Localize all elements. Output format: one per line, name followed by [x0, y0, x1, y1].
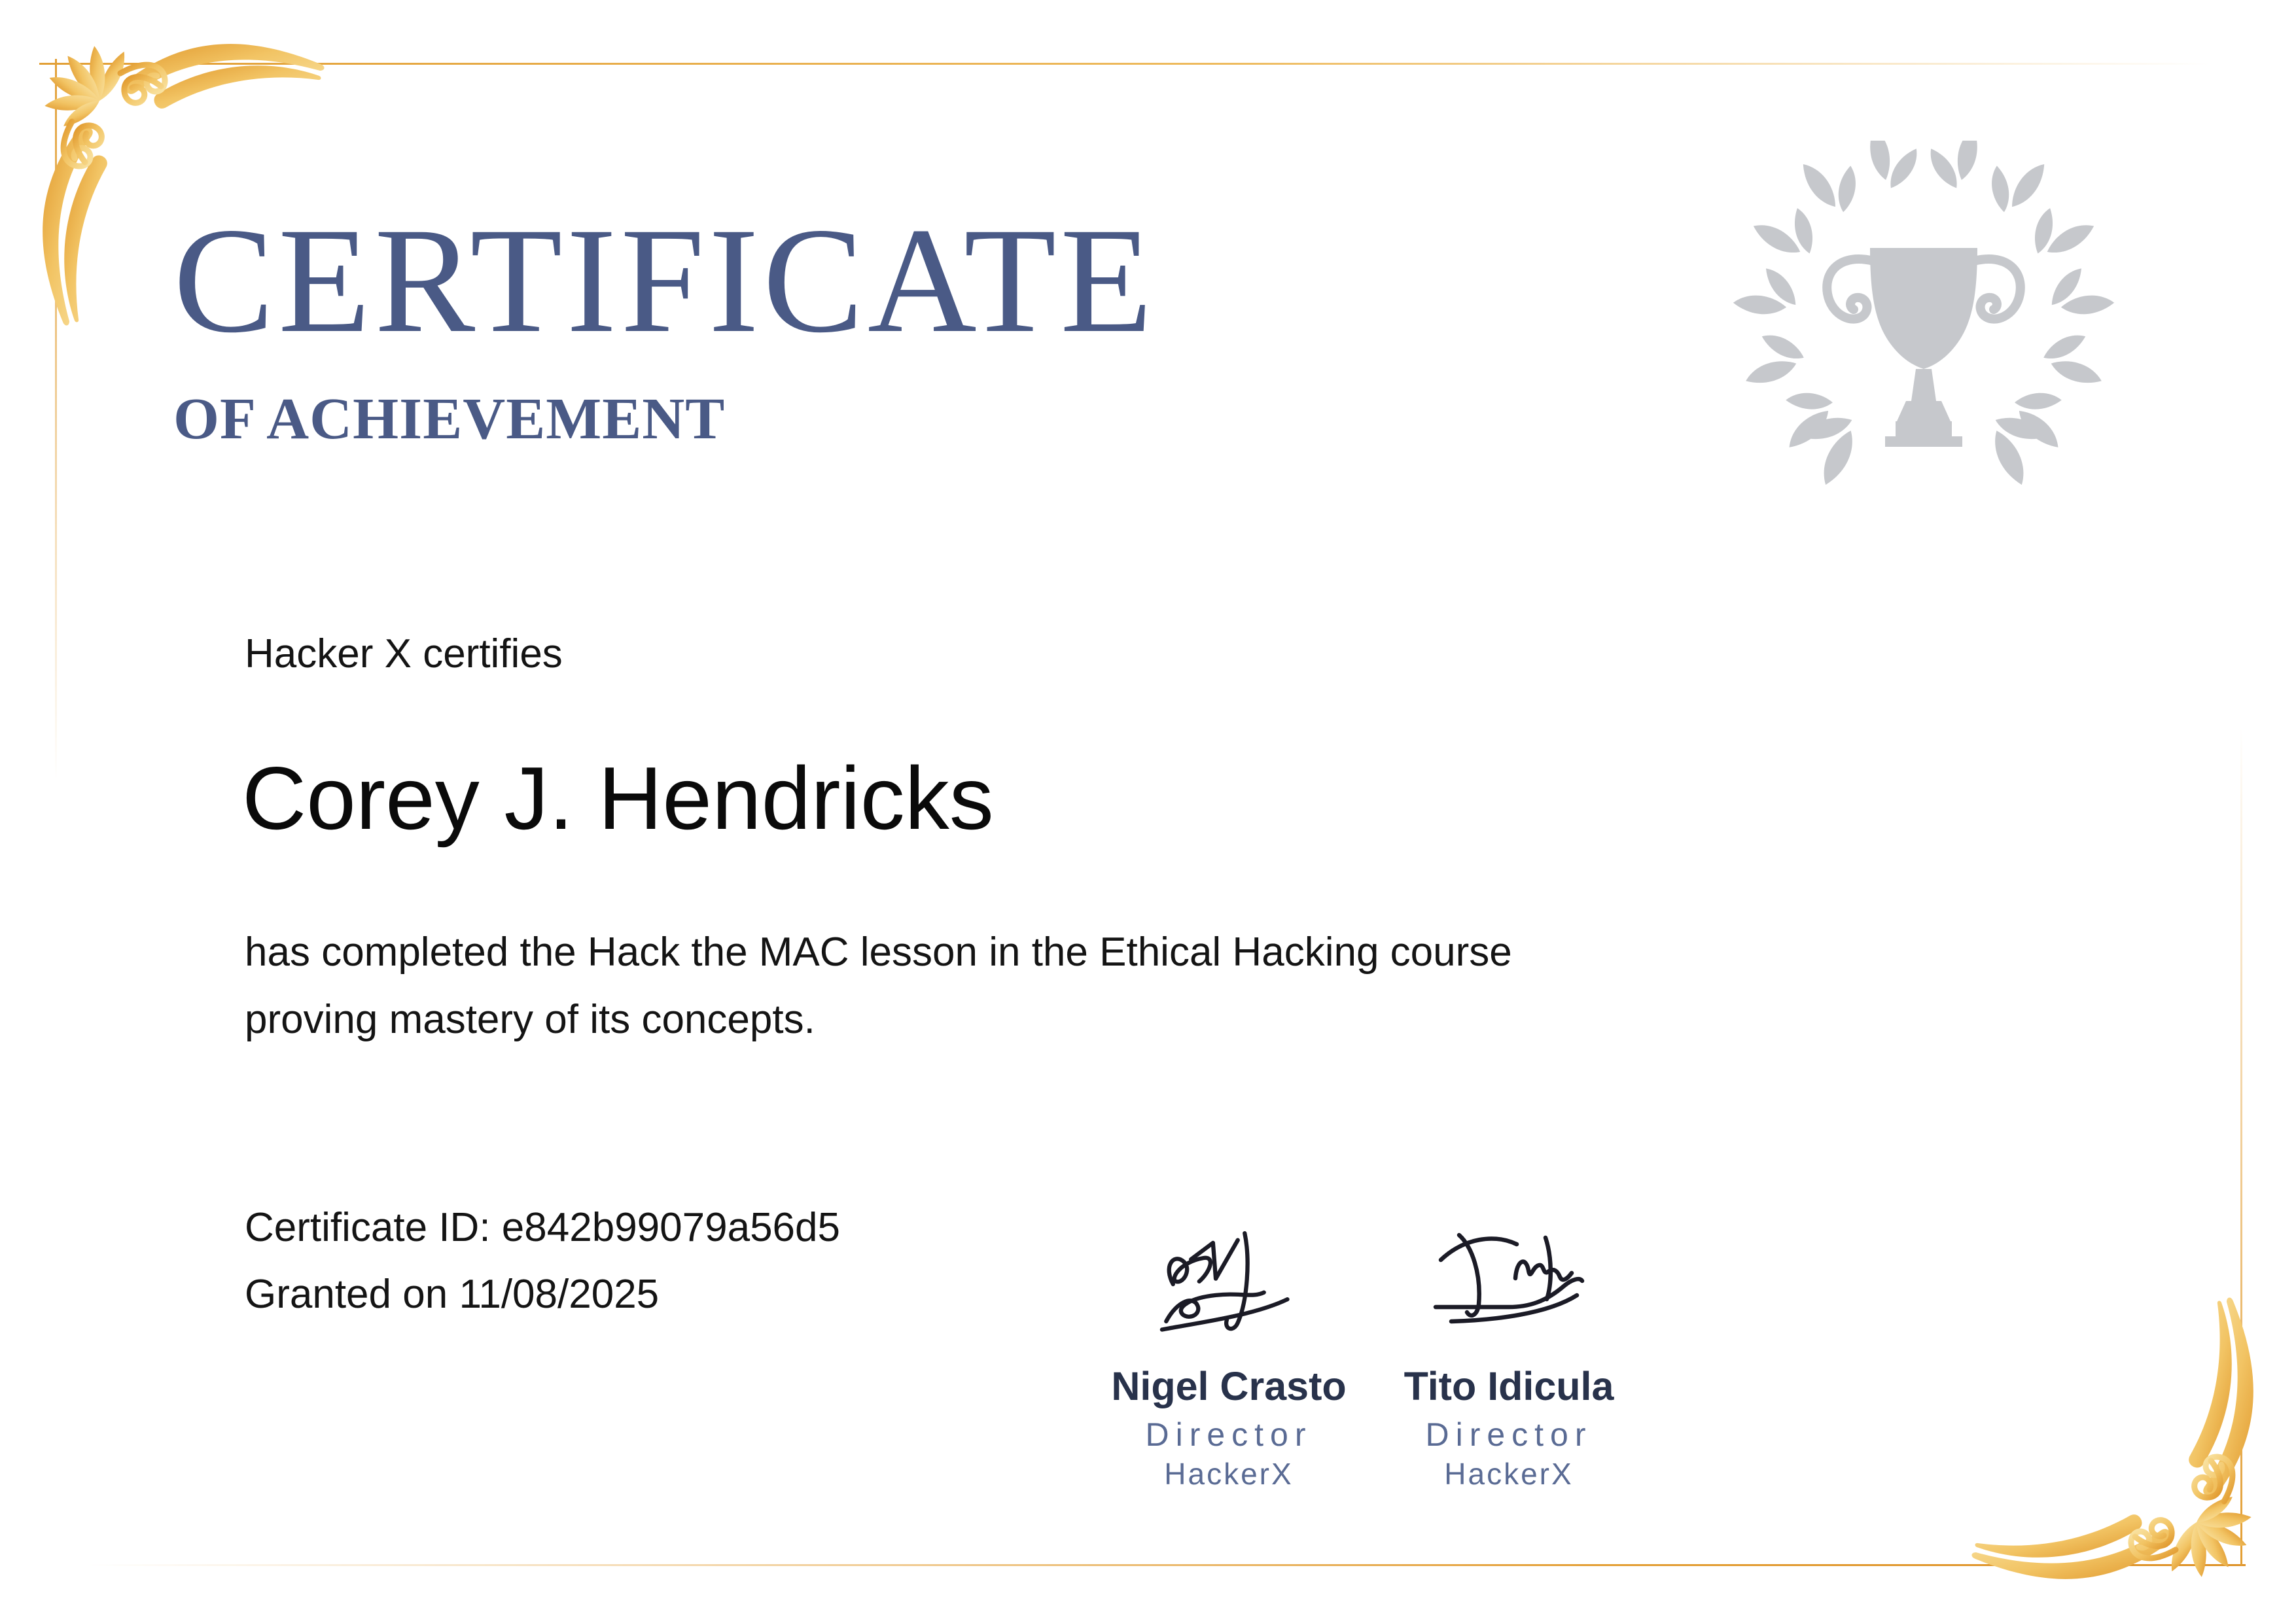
- granted-label: Granted on: [245, 1272, 448, 1317]
- signatory-name: Tito Idicula: [1404, 1364, 1614, 1408]
- certificate-id-line: [245, 1195, 840, 1261]
- certificate-title: CERTIFICATE: [173, 196, 1157, 364]
- signatory-org: HackerX: [1164, 1457, 1294, 1491]
- issuer-line: Hacker X certifies: [245, 631, 563, 676]
- completion-statement: [245, 918, 1512, 1053]
- signatory-title: Director: [1425, 1416, 1593, 1453]
- granted-date: 11/08/2025: [459, 1272, 660, 1317]
- certificate-id-value: e842b99079a56d5: [501, 1205, 841, 1250]
- gold-corner-flourish-icon: [1971, 1297, 2279, 1605]
- border-line-bottom: [86, 1564, 2246, 1566]
- tito-idicula-signature: [1417, 1218, 1600, 1349]
- granted-line: [245, 1261, 840, 1328]
- signatory-org: HackerX: [1444, 1457, 1574, 1491]
- laurel-wreath-trophy-icon: [1731, 141, 2117, 487]
- border-line-top: [39, 63, 2210, 65]
- signature-block: [1352, 1218, 1666, 1490]
- certificate-subtitle: OF ACHIEVEMENT: [173, 387, 726, 451]
- nigel-crasto-signature: [1150, 1218, 1308, 1349]
- signature-block: [1072, 1218, 1386, 1490]
- certificate-id-label: Certificate ID:: [245, 1205, 491, 1250]
- signatory-name: Nigel Crasto: [1111, 1364, 1347, 1408]
- completion-statement-line2: proving mastery of its concepts.: [245, 997, 815, 1042]
- completion-statement-line1: has completed the Hack the MAC lesson in the Ethical Hacking course: [245, 930, 1512, 975]
- recipient-name: Corey J. Hendricks: [242, 748, 994, 848]
- certificate-meta: [245, 1195, 840, 1328]
- signatory-title: Director: [1145, 1416, 1313, 1453]
